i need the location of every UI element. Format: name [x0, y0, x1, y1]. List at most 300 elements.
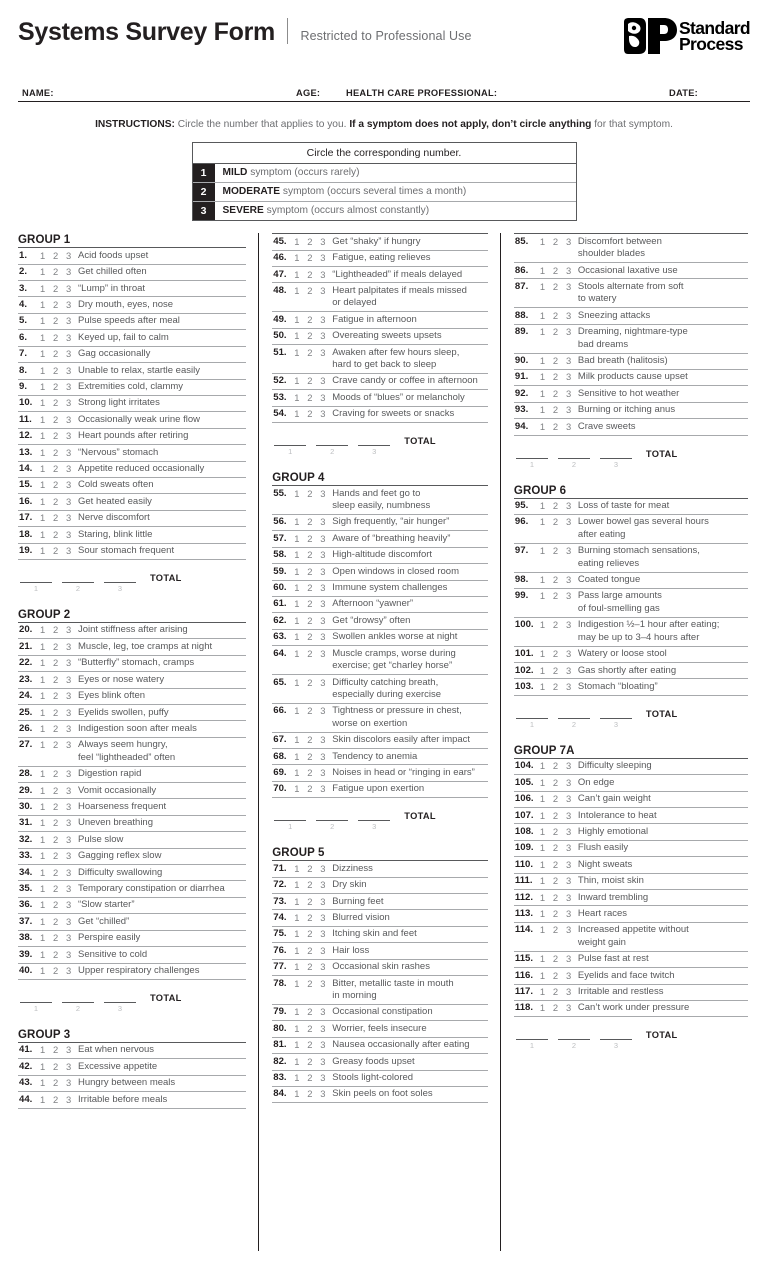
symptom-row[interactable]	[18, 721, 246, 737]
symptom-row[interactable]	[514, 679, 748, 695]
total-blank-1[interactable]	[20, 992, 52, 1013]
symptom-number: 58.	[273, 549, 287, 561]
symptom-row[interactable]	[18, 314, 246, 330]
severity-scale-options[interactable]: 1 2 3	[294, 862, 329, 874]
symptom-row[interactable]	[514, 906, 748, 922]
total-blank-2[interactable]	[316, 435, 348, 456]
symptom-row[interactable]	[514, 279, 748, 308]
group-total-row[interactable]	[514, 707, 748, 729]
severity-scale-options[interactable]: 1 2 3	[40, 397, 74, 409]
severity-scale-options[interactable]: 1 2 3	[40, 948, 74, 960]
severity-scale-options[interactable]: 1 2 3	[294, 895, 329, 907]
severity-scale-options[interactable]: 1 2 3	[40, 413, 74, 425]
symptom-row[interactable]	[272, 531, 488, 547]
symptom-row[interactable]	[18, 281, 246, 297]
severity-scale-options[interactable]: 1 2 3	[294, 549, 329, 561]
symptom-row[interactable]	[18, 672, 246, 688]
total-blank-1[interactable]	[274, 435, 306, 456]
symptom-row[interactable]	[18, 265, 246, 281]
symptom-label	[78, 690, 246, 702]
page-title: Systems Survey Form	[18, 18, 275, 46]
symptom-row[interactable]	[18, 478, 246, 494]
severity-scale-options[interactable]: 1 2 3	[539, 969, 574, 981]
severity-scale-options[interactable]: 1 2 3	[40, 1093, 74, 1105]
severity-scale-options[interactable]: 1 2 3	[294, 928, 329, 940]
severity-scale-options[interactable]: 1 2 3	[294, 532, 329, 544]
symptom-label	[332, 978, 488, 1003]
severity-scale-options[interactable]: 1 2 3	[40, 833, 74, 845]
symptom-label	[332, 928, 488, 940]
symptom-row[interactable]	[18, 783, 246, 799]
severity-scale-options[interactable]: 1 2 3	[294, 268, 329, 280]
symptom-row[interactable]	[18, 363, 246, 379]
severity-scale-options[interactable]: 1 2 3	[539, 545, 574, 557]
severity-scale-options[interactable]: 1 2 3	[539, 858, 574, 870]
symptom-label-line-1: Always seem hungry,	[78, 739, 168, 751]
symptom-row[interactable]	[272, 267, 488, 283]
symptom-row[interactable]	[514, 985, 748, 1001]
total-blank-2[interactable]	[558, 448, 590, 469]
symptom-row[interactable]	[18, 738, 246, 767]
severity-scale-options[interactable]: 1 2 3	[40, 673, 74, 685]
total-blank-1[interactable]	[516, 1029, 548, 1050]
severity-scale-options[interactable]: 1 2 3	[40, 706, 74, 718]
total-blank-3[interactable]	[600, 448, 632, 469]
symptom-label-line-1: Noises in head or “ringing in ears”	[332, 766, 475, 778]
severity-scale-options[interactable]: 1 2 3	[539, 760, 574, 772]
symptom-row[interactable]	[272, 878, 488, 894]
severity-scale-options[interactable]: 1 2 3	[539, 680, 574, 692]
severity-scale-options[interactable]: 1 2 3	[294, 1088, 329, 1100]
severity-scale-options[interactable]: 1 2 3	[40, 965, 74, 976]
symptom-row[interactable]	[272, 564, 488, 580]
severity-scale-options[interactable]: 1 2 3	[40, 1060, 74, 1072]
symptom-row[interactable]	[272, 515, 488, 531]
symptom-row[interactable]	[272, 251, 488, 267]
symptom-number: 39.	[19, 948, 33, 960]
logo-wordmark	[678, 17, 750, 54]
severity-scale-options[interactable]: 1 2 3	[40, 722, 74, 734]
symptom-row[interactable]	[272, 1038, 488, 1054]
symptom-row[interactable]	[514, 308, 748, 324]
severity-scale-options[interactable]: 1 2 3	[294, 582, 329, 594]
symptom-row[interactable]	[514, 792, 748, 808]
severity-scale-options[interactable]: 1 2 3	[539, 387, 574, 399]
symptom-label	[78, 348, 246, 360]
severity-scale-options[interactable]: 1 2 3	[294, 408, 329, 420]
severity-scale-options[interactable]: 1 2 3	[539, 404, 574, 416]
symptom-row[interactable]	[18, 689, 246, 705]
total-blank-1[interactable]	[516, 708, 548, 729]
total-blank-caption: 3	[372, 447, 377, 457]
group-total-row[interactable]	[272, 809, 488, 831]
severity-scale-options[interactable]: 1 2 3	[539, 907, 574, 919]
symptom-row[interactable]	[272, 329, 488, 345]
symptom-row[interactable]	[18, 865, 246, 881]
severity-scale-options[interactable]: 1 2 3	[294, 783, 329, 795]
symptom-row[interactable]	[18, 639, 246, 655]
severity-scale-options[interactable]: 1 2 3	[294, 487, 329, 499]
symptom-row[interactable]	[514, 515, 748, 544]
severity-scale-options[interactable]: 1 2 3	[40, 266, 74, 278]
symptom-row[interactable]	[18, 248, 246, 264]
symptom-row[interactable]	[272, 782, 488, 798]
symptom-row[interactable]	[514, 325, 748, 354]
severity-scale-options[interactable]: 1 2 3	[539, 326, 574, 338]
symptom-label	[578, 516, 748, 541]
total-blank-2[interactable]	[558, 1029, 590, 1050]
severity-scale-options[interactable]: 1 2 3	[294, 647, 329, 659]
symptom-row[interactable]	[18, 767, 246, 783]
symptom-row[interactable]	[18, 799, 246, 815]
severity-scale-options[interactable]: 1 2 3	[294, 313, 329, 325]
severity-scale-options[interactable]: 1 2 3	[294, 766, 329, 778]
symptom-row[interactable]	[272, 374, 488, 390]
symptom-row[interactable]	[514, 370, 748, 386]
total-blank-line	[62, 572, 94, 583]
group-total-row[interactable]	[514, 447, 748, 469]
symptom-row[interactable]	[272, 927, 488, 943]
symptom-row[interactable]	[514, 952, 748, 968]
age-field-label[interactable]: AGE:	[296, 88, 321, 98]
symptom-row[interactable]	[514, 573, 748, 589]
severity-scale-options[interactable]: 1 2 3	[294, 734, 329, 746]
severity-scale-options[interactable]: 1 2 3	[40, 850, 74, 862]
severity-scale-options[interactable]: 1 2 3	[40, 381, 74, 392]
severity-scale-options[interactable]: 1 2 3	[294, 235, 329, 247]
symptom-row[interactable]	[272, 597, 488, 613]
total-blank-3[interactable]	[104, 572, 136, 593]
symptom-row[interactable]	[514, 419, 748, 435]
severity-scale-options[interactable]: 1 2 3	[539, 500, 574, 512]
symptom-row[interactable]	[18, 832, 246, 848]
severity-scale-options[interactable]: 1 2 3	[40, 348, 74, 360]
symptom-row[interactable]	[18, 494, 246, 510]
severity-scale-options[interactable]: 1 2 3	[294, 252, 329, 264]
symptom-row[interactable]	[514, 647, 748, 663]
severity-scale-options[interactable]: 1 2 3	[539, 516, 574, 528]
severity-scale-options[interactable]: 1 2 3	[40, 624, 74, 636]
name-field-label[interactable]: NAME:	[22, 88, 54, 98]
severity-scale-options[interactable]: 1 2 3	[294, 1022, 329, 1034]
severity-scale-options[interactable]: 1 2 3	[294, 676, 329, 688]
symptom-list	[18, 247, 246, 560]
symptom-row[interactable]	[514, 808, 748, 824]
symptom-row[interactable]	[272, 646, 488, 675]
symptom-row[interactable]	[18, 881, 246, 897]
symptom-row[interactable]	[272, 581, 488, 597]
severity-scale-options[interactable]: 1 2 3	[40, 282, 74, 294]
symptom-row[interactable]	[272, 1005, 488, 1021]
severity-scale-options[interactable]: 1 2 3	[294, 911, 329, 923]
severity-scale-options[interactable]: 1 2 3	[539, 280, 574, 292]
total-blank-2[interactable]	[316, 810, 348, 831]
symptom-row[interactable]	[272, 234, 488, 250]
severity-scale-options[interactable]: 1 2 3	[40, 1077, 74, 1089]
severity-scale-options[interactable]: 1 2 3	[539, 590, 574, 602]
severity-scale-options[interactable]: 1 2 3	[294, 1006, 329, 1018]
severity-scale-options[interactable]: 1 2 3	[539, 986, 574, 997]
symptom-label	[78, 1044, 246, 1056]
symptom-row[interactable]	[514, 1001, 748, 1017]
severity-scale-options[interactable]: 1 2 3	[539, 264, 574, 276]
symptom-row[interactable]	[18, 412, 246, 428]
symptom-row[interactable]	[272, 976, 488, 1005]
severity-scale-options[interactable]: 1 2 3	[40, 866, 74, 878]
symptom-row[interactable]	[272, 486, 488, 515]
symptom-row[interactable]	[514, 544, 748, 573]
symptom-row[interactable]	[18, 1043, 246, 1059]
symptom-row[interactable]	[18, 964, 246, 980]
severity-scale-options[interactable]: 1 2 3	[40, 512, 74, 524]
severity-scale-options[interactable]: 1 2 3	[294, 977, 329, 989]
symptom-row[interactable]	[514, 857, 748, 873]
symptom-row[interactable]	[514, 263, 748, 279]
total-blank-1[interactable]	[516, 448, 548, 469]
symptom-row[interactable]	[272, 1021, 488, 1037]
symptom-row[interactable]	[514, 386, 748, 402]
symptom-row[interactable]	[272, 765, 488, 781]
symptom-row[interactable]	[514, 923, 748, 952]
severity-scale-options[interactable]: 1 2 3	[294, 1039, 329, 1051]
symptom-row[interactable]	[514, 968, 748, 984]
total-blank-2[interactable]	[62, 992, 94, 1013]
severity-scale-options[interactable]: 1 2 3	[539, 793, 574, 805]
severity-scale-options[interactable]: 1 2 3	[294, 516, 329, 528]
symptom-row[interactable]	[18, 429, 246, 445]
symptom-label-line-1: Appetite reduced occasionally	[78, 463, 205, 475]
total-blank-line	[62, 992, 94, 1003]
group-total-row[interactable]	[514, 1028, 748, 1050]
severity-scale-options[interactable]: 1 2 3	[294, 565, 329, 577]
symptom-row[interactable]	[18, 849, 246, 865]
symptom-row[interactable]	[514, 824, 748, 840]
symptom-row[interactable]	[272, 390, 488, 406]
symptom-row[interactable]	[18, 544, 246, 560]
severity-scale-options[interactable]: 1 2 3	[294, 330, 329, 342]
symptom-row[interactable]	[18, 330, 246, 346]
severity-scale-options[interactable]: 1 2 3	[539, 891, 574, 903]
health-care-professional-field-label[interactable]: HEALTH CARE PROFESSIONAL:	[346, 88, 498, 98]
severity-scale-options[interactable]: 1 2 3	[40, 545, 74, 557]
severity-scale-options[interactable]: 1 2 3	[40, 463, 74, 475]
severity-scale-options[interactable]: 1 2 3	[294, 614, 329, 626]
severity-scale-options[interactable]: 1 2 3	[294, 284, 329, 296]
symptom-row[interactable]	[18, 1076, 246, 1092]
severity-scale-options[interactable]: 1 2 3	[40, 882, 74, 894]
group-total-row[interactable]	[18, 991, 246, 1013]
symptom-row[interactable]	[514, 759, 748, 775]
total-blank-line	[358, 810, 390, 821]
severity-scale-options[interactable]: 1 2 3	[40, 817, 74, 829]
symptom-row[interactable]	[272, 960, 488, 976]
symptom-row[interactable]	[18, 705, 246, 721]
severity-scale-options[interactable]: 1 2 3	[294, 1055, 329, 1067]
symptom-row[interactable]	[18, 380, 246, 396]
severity-scale-options[interactable]: 1 2 3	[539, 953, 574, 965]
severity-scale-options[interactable]: 1 2 3	[40, 298, 74, 310]
symptom-row[interactable]	[272, 312, 488, 328]
survey-column-1	[18, 233, 258, 1251]
symptom-row[interactable]	[18, 623, 246, 639]
symptom-label-line-1: Fatigue, eating relieves	[332, 252, 431, 264]
date-field-label[interactable]: DATE:	[669, 88, 698, 98]
symptom-row[interactable]	[18, 347, 246, 363]
severity-scale-options[interactable]: 1 2 3	[294, 705, 329, 717]
severity-scale-options[interactable]: 1 2 3	[40, 446, 74, 458]
severity-scale-options[interactable]: 1 2 3	[40, 657, 74, 669]
symptom-row[interactable]	[514, 841, 748, 857]
severity-scale-options[interactable]: 1 2 3	[539, 355, 574, 366]
total-blank-3[interactable]	[358, 810, 390, 831]
severity-scale-options[interactable]: 1 2 3	[40, 430, 74, 442]
symptom-row[interactable]	[272, 894, 488, 910]
severity-scale-options[interactable]: 1 2 3	[40, 640, 74, 652]
severity-scale-options[interactable]: 1 2 3	[539, 924, 574, 936]
severity-scale-options[interactable]: 1 2 3	[40, 784, 74, 796]
severity-scale-options[interactable]: 1 2 3	[539, 809, 574, 821]
symptom-label	[78, 965, 246, 977]
symptom-row[interactable]	[18, 947, 246, 963]
severity-scale-options[interactable]: 1 2 3	[539, 235, 574, 247]
severity-scale-options[interactable]: 1 2 3	[294, 879, 329, 891]
severity-scale-options[interactable]: 1 2 3	[40, 915, 74, 927]
severity-scale-options[interactable]: 1 2 3	[40, 528, 74, 540]
symptom-label	[78, 785, 246, 797]
severity-scale-options[interactable]: 1 2 3	[294, 631, 329, 643]
symptom-row[interactable]	[272, 749, 488, 765]
severity-scale-options[interactable]: 1 2 3	[40, 331, 74, 343]
total-blank-3[interactable]	[358, 435, 390, 456]
symptom-row[interactable]	[272, 861, 488, 877]
total-blank-1[interactable]	[20, 572, 52, 593]
symptom-row[interactable]	[272, 283, 488, 312]
severity-scale-options[interactable]: 1 2 3	[294, 598, 329, 610]
symptom-row[interactable]	[514, 403, 748, 419]
symptom-row[interactable]	[514, 618, 748, 647]
group-total-row[interactable]	[272, 434, 488, 456]
group-total-row[interactable]	[18, 571, 246, 593]
severity-scale-options[interactable]: 1 2 3	[40, 315, 74, 327]
symptom-row[interactable]	[514, 234, 748, 263]
symptom-row[interactable]	[272, 733, 488, 749]
symptom-row[interactable]	[18, 297, 246, 313]
symptom-row[interactable]	[18, 527, 246, 543]
severity-scale-options[interactable]: 1 2 3	[40, 800, 74, 812]
severity-scale-options[interactable]: 1 2 3	[40, 932, 74, 944]
symptom-row[interactable]	[272, 910, 488, 926]
symptom-label	[78, 430, 246, 442]
severity-scale-options[interactable]: 1 2 3	[539, 371, 574, 383]
severity-scale-options[interactable]: 1 2 3	[294, 750, 329, 762]
severity-scale-options[interactable]: 1 2 3	[40, 495, 74, 507]
severity-scale-options[interactable]: 1 2 3	[539, 875, 574, 887]
symptom-row[interactable]	[18, 396, 246, 412]
total-blank-3[interactable]	[600, 1029, 632, 1050]
symptom-label-line-1: Cold sweats often	[78, 479, 154, 491]
symptom-row[interactable]	[514, 589, 748, 618]
severity-scale-options[interactable]: 1 2 3	[539, 1002, 574, 1014]
symptom-row[interactable]	[272, 675, 488, 704]
total-blank-1[interactable]	[274, 810, 306, 831]
severity-scale-options[interactable]: 1 2 3	[539, 825, 574, 837]
symptom-row[interactable]	[18, 898, 246, 914]
severity-scale-options[interactable]: 1 2 3	[294, 1072, 329, 1084]
severity-scale-options[interactable]: 1 2 3	[539, 574, 574, 586]
severity-scale-options[interactable]: 1 2 3	[40, 479, 74, 491]
severity-scale-options[interactable]: 1 2 3	[294, 391, 329, 403]
total-blank-2[interactable]	[558, 708, 590, 729]
survey-column-3	[500, 233, 750, 1251]
symptom-row[interactable]	[514, 890, 748, 906]
symptom-label-line-2: worse on exertion	[332, 717, 408, 729]
severity-scale-options[interactable]: 1 2 3	[539, 420, 574, 432]
severity-scale-options[interactable]: 1 2 3	[40, 364, 74, 376]
symptom-row[interactable]	[18, 1059, 246, 1075]
symptom-row[interactable]	[18, 1092, 246, 1108]
symptom-row[interactable]	[272, 1087, 488, 1103]
symptom-row[interactable]	[514, 499, 748, 515]
symptom-row[interactable]	[272, 613, 488, 629]
symptom-row[interactable]	[272, 943, 488, 959]
severity-scale-options[interactable]: 1 2 3	[40, 249, 74, 261]
symptom-row[interactable]	[272, 345, 488, 374]
symptom-row[interactable]	[514, 775, 748, 791]
total-blank-3[interactable]	[600, 708, 632, 729]
symptom-label-line-1: Indigestion ½–1 hour after eating;	[577, 619, 720, 631]
severity-scale-options[interactable]: 1 2 3	[294, 375, 329, 387]
symptom-row[interactable]	[272, 704, 488, 733]
symptom-number: 5.	[19, 315, 28, 327]
symptom-row[interactable]	[18, 462, 246, 478]
severity-scale-options[interactable]: 1 2 3	[40, 899, 74, 911]
symptom-row[interactable]	[18, 914, 246, 930]
symptom-row[interactable]	[18, 816, 246, 832]
symptom-row[interactable]	[18, 656, 246, 672]
symptom-row[interactable]	[18, 445, 246, 461]
symptom-label	[578, 777, 748, 789]
symptom-row[interactable]	[18, 511, 246, 527]
symptom-row[interactable]	[514, 874, 748, 890]
total-blank-line	[516, 1029, 548, 1040]
symptom-row[interactable]	[514, 663, 748, 679]
severity-scale-options[interactable]: 1 2 3	[539, 648, 574, 660]
total-blank-3[interactable]	[104, 992, 136, 1013]
severity-scale-options[interactable]: 1 2 3	[294, 944, 329, 956]
symptom-row[interactable]	[272, 1054, 488, 1070]
severity-scale-options[interactable]: 1 2 3	[539, 619, 574, 631]
severity-scale-options[interactable]: 1 2 3	[539, 842, 574, 854]
severity-scale-options[interactable]: 1 2 3	[40, 739, 74, 751]
severity-scale-options[interactable]: 1 2 3	[40, 1044, 74, 1056]
severity-scale-options[interactable]: 1 2 3	[40, 690, 74, 702]
total-blank-2[interactable]	[62, 572, 94, 593]
symptom-row[interactable]	[272, 630, 488, 646]
severity-scale-options[interactable]: 1 2 3	[539, 776, 574, 788]
symptom-row[interactable]	[272, 1071, 488, 1087]
severity-scale-options[interactable]: 1 2 3	[40, 768, 74, 780]
symptom-row[interactable]	[18, 931, 246, 947]
symptom-row[interactable]	[272, 407, 488, 423]
symptom-label	[578, 793, 748, 805]
severity-scale-options[interactable]: 1 2 3	[294, 346, 329, 358]
symptom-row[interactable]	[514, 354, 748, 370]
severity-scale-options[interactable]: 1 2 3	[539, 664, 574, 676]
symptom-row[interactable]	[272, 548, 488, 564]
severity-scale-options[interactable]: 1 2 3	[294, 961, 329, 973]
severity-scale-options[interactable]: 1 2 3	[539, 309, 574, 321]
symptom-label-line-1: Nausea occasionally after eating	[332, 1039, 470, 1051]
